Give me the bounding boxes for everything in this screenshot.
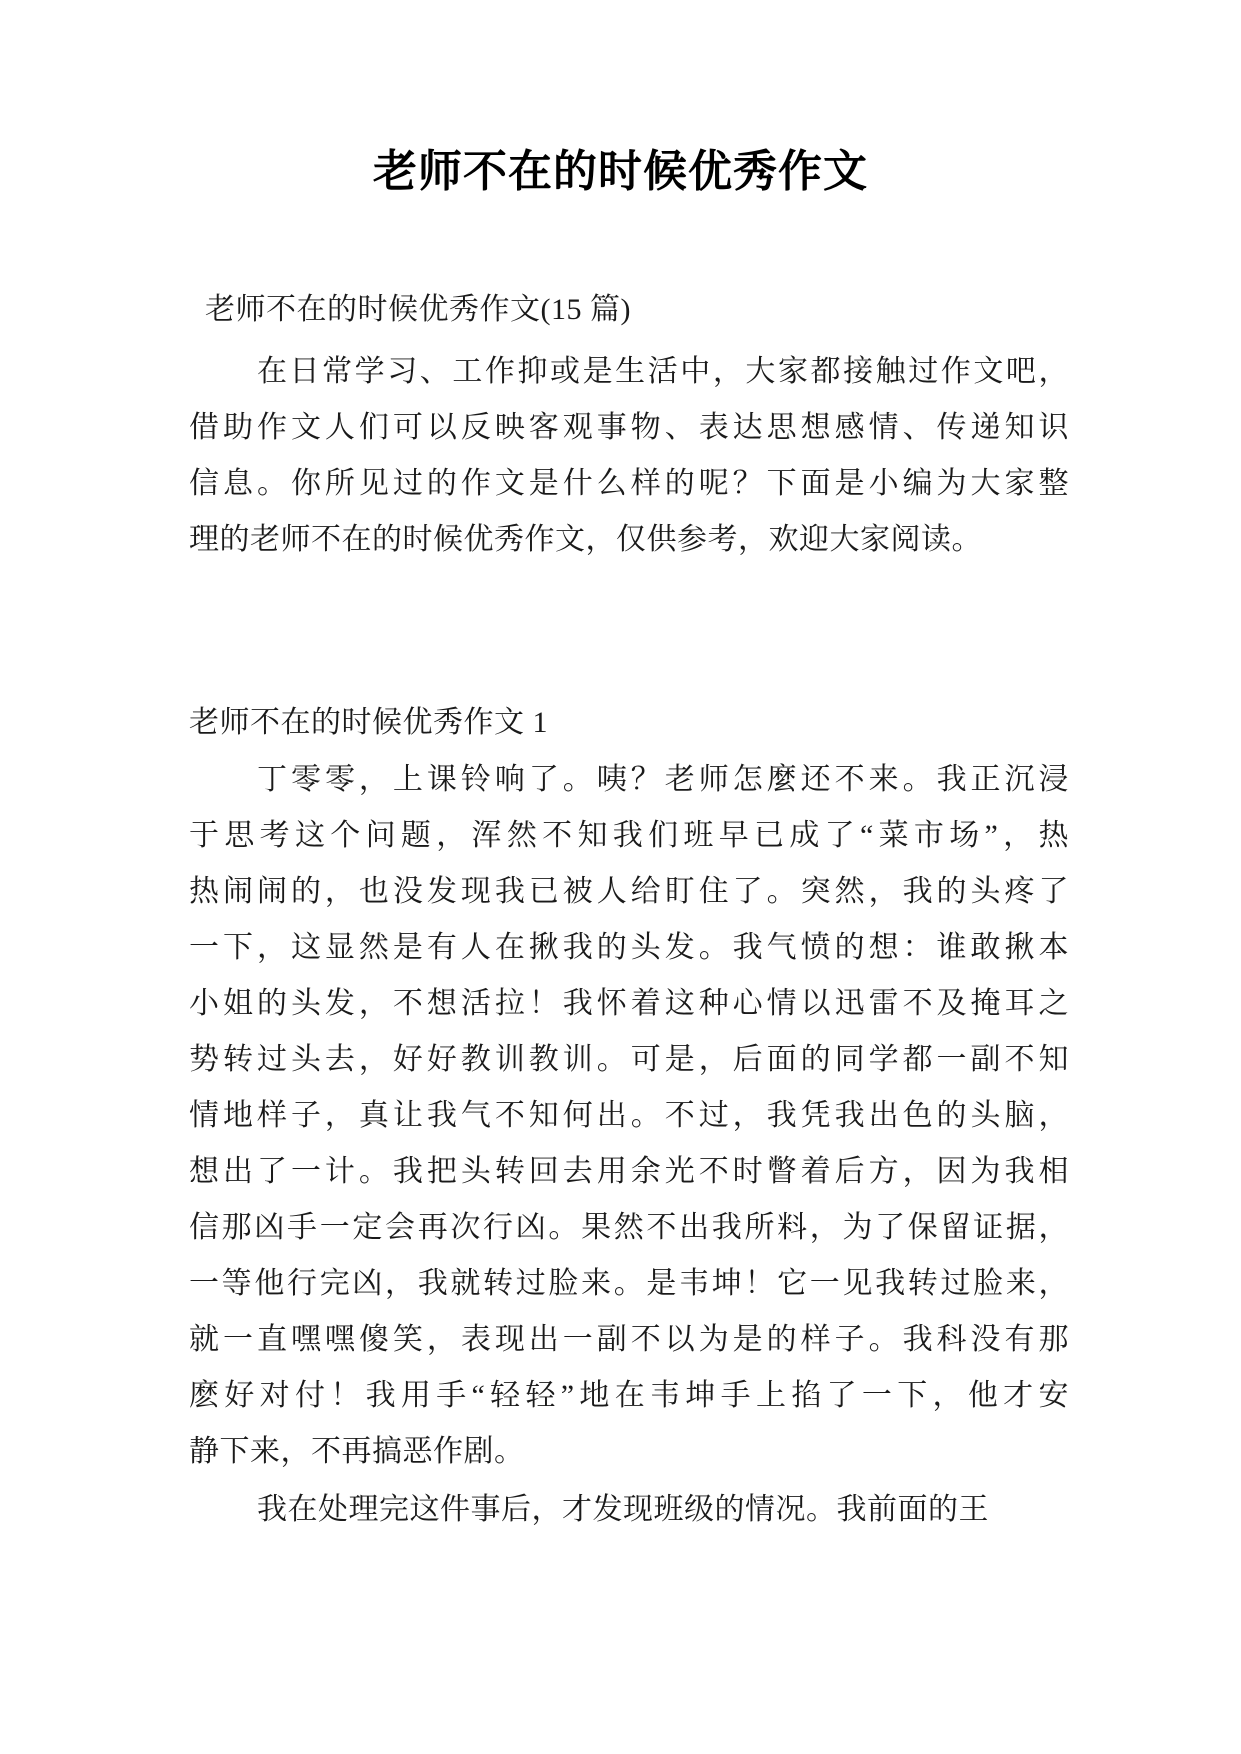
intro-paragraph xyxy=(189,344,1069,568)
body-line: 就一直嘿嘿傻笑，表现出一副不以为是的样子。我科没有那 xyxy=(189,1323,1069,1356)
body-line: 热闹闹的，也没发现我已被人给盯住了。突然，我的头疼了 xyxy=(189,875,1069,908)
body-line: 我在处理完这件事后，才发现班级的情况。我前面的王 xyxy=(257,1493,989,1526)
section-1-paragraph-1 xyxy=(189,752,1069,1480)
body-line: 情地样子，真让我气不知何出。不过，我凭我出色的头脑， xyxy=(189,1099,1069,1132)
intro-line: 借助作文人们可以反映客观事物、表达思想感情、传递知识 xyxy=(189,411,1069,444)
body-line: 麽好对付！我用手“轻轻”地在韦坤手上掐了一下，他才安 xyxy=(189,1379,1069,1412)
intro-line: 信息。你所见过的作文是什么样的呢？下面是小编为大家整 xyxy=(189,467,1069,500)
document-title: 老师不在的时候优秀作文 xyxy=(373,147,868,196)
document-subtitle: 老师不在的时候优秀作文(15 篇) xyxy=(205,293,631,326)
body-line: 想出了一计。我把头转回去用余光不时瞥着后方，因为我相 xyxy=(189,1155,1069,1188)
body-line: 丁零零，上课铃响了。咦？老师怎麼还不来。我正沉浸 xyxy=(257,763,1069,796)
section-1-paragraph-2 xyxy=(189,1482,1069,1538)
body-line: 于思考这个问题，浑然不知我们班早已成了“菜市场”，热 xyxy=(189,819,1069,852)
body-line: 势转过头去，好好教训教训。可是，后面的同学都一副不知 xyxy=(189,1043,1069,1076)
intro-line: 理的老师不在的时候优秀作文，仅供参考，欢迎大家阅读。 xyxy=(189,523,982,556)
body-line: 静下来，不再搞恶作剧。 xyxy=(189,1435,525,1468)
intro-line: 在日常学习、工作抑或是生活中，大家都接触过作文吧， xyxy=(257,355,1069,388)
body-line: 信那凶手一定会再次行凶。果然不出我所料，为了保留证据， xyxy=(189,1211,1069,1244)
section-heading: 老师不在的时候优秀作文 1 xyxy=(189,706,548,739)
body-line: 小姐的头发，不想活拉！我怀着这种心情以迅雷不及掩耳之 xyxy=(189,987,1069,1020)
body-line: 一等他行完凶，我就转过脸来。是韦坤！它一见我转过脸来， xyxy=(189,1267,1069,1300)
body-line: 一下，这显然是有人在揪我的头发。我气愤的想：谁敢揪本 xyxy=(189,931,1069,964)
